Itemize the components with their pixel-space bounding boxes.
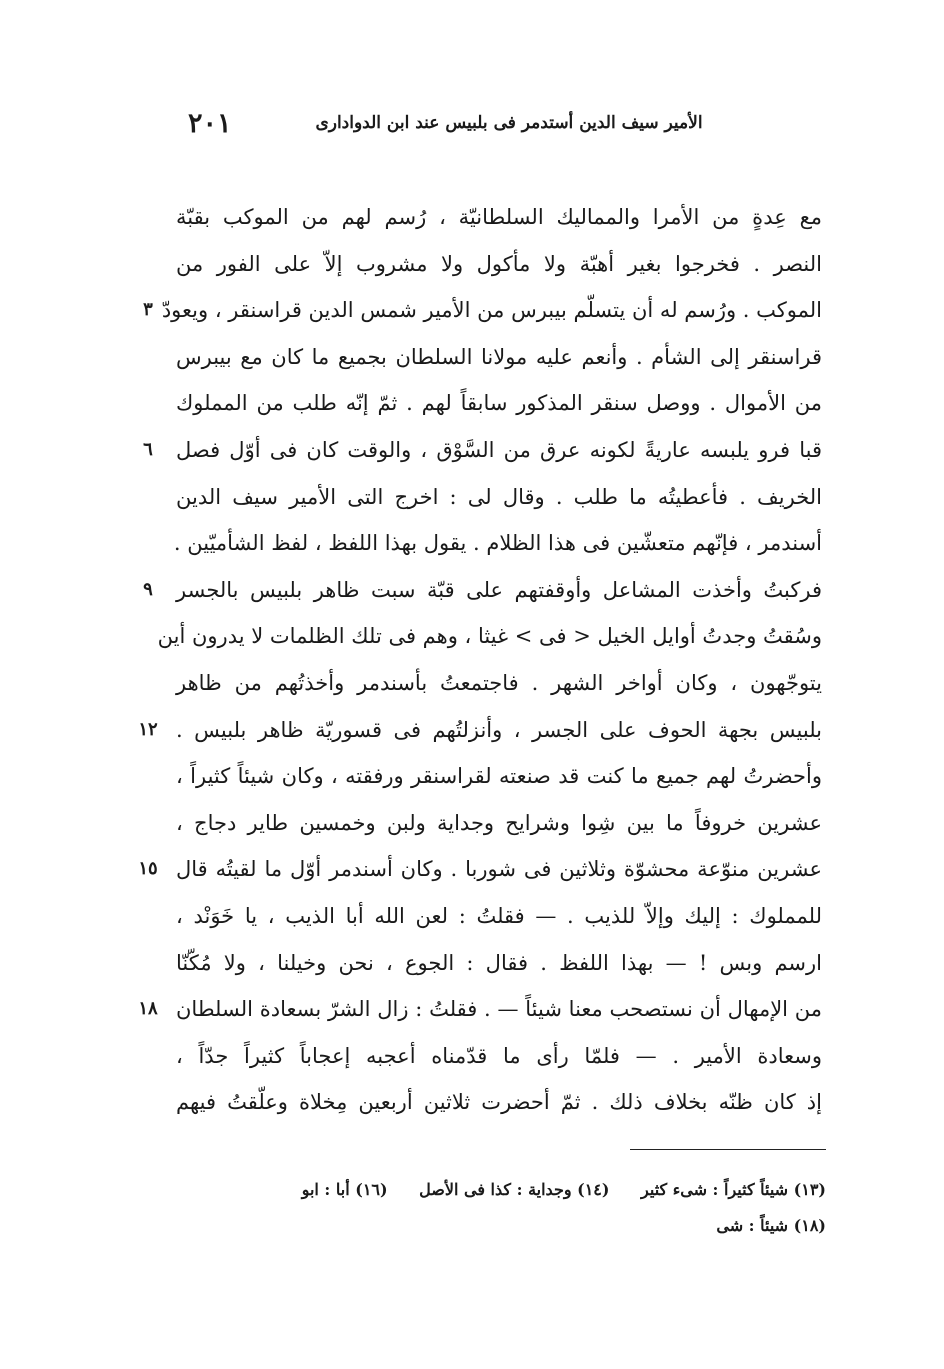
text-line: الموكب . ورُسم له أن يتسلّم بيبرس من الأمير شمس الدين قراسنقر ، ويعودّ bbox=[161, 298, 822, 323]
footnote-item: (١٣) شيئاً كثيراً : شىء كثير bbox=[641, 1180, 826, 1199]
text-line: مع عِدةٍ من الأمرا والمماليك السلطانيّة ، رُسم لهم من الموكب بقبّة bbox=[176, 205, 822, 229]
body-text bbox=[157, 194, 822, 1126]
line-number: ١٢ bbox=[138, 718, 158, 740]
text-line: وأحضرتُ لهم جميع ما كنت قد صنعته لقراسنقر ورفقته ، وكان شيئاً كثيراً ، bbox=[176, 764, 822, 789]
text-line: للمملوك : إليك وإلاّ للذيب . — فقلتُ : لعن الله أبا الذيب ، يا خَوَنْد ، bbox=[176, 903, 822, 928]
text-line: الخريف . فأعطيتُه ما طلب . وقال لى : اخرج التى الأمير سيف الدين bbox=[176, 484, 822, 509]
text-line: عشرين خروفاً ما بين شِوا وشرايح وجداية ولبن وخمسين طاير دجاج ، bbox=[176, 810, 822, 835]
line-number: ٣ bbox=[143, 299, 153, 321]
text-line: ارسم وبس ! — بهذا اللفظ . فقال : الجوع ، نحن وخيلنا ، ولا مُكّنّا bbox=[176, 950, 822, 975]
line-number: ٦ bbox=[143, 439, 153, 460]
page-number: ٢٠١ bbox=[188, 108, 232, 139]
text-line: النصر . فخرجوا بغير أهبّة ولا مأكول ولا مشروب إلاّ على الفور من bbox=[176, 251, 822, 276]
footnote-divider bbox=[630, 1149, 826, 1150]
text-line: فركبتُ وأخذت المشاعل وأوقفتهم على قبّة سبت ظاهر بلبيس بالجسر bbox=[176, 577, 822, 602]
text-line: إذ كان ظنّه بخلاف ذلك . ثمّ أحضرت ثلاثين أربعين مِخلاة وعلّقتُ فيهم bbox=[176, 1090, 822, 1115]
text-line: بلبيس بجهة الحوف على الجسر ، وأنزلتُهم فى قسوريّة ظاهر بلبيس . bbox=[176, 717, 822, 742]
text-line: أسندمر ، فإنّهم متعشّين فى هذا الظلام . يقول بهذا اللفظ ، لفظ الشأميّين . bbox=[173, 531, 822, 556]
text-line: يتوجّهون ، وكان أواخر الشهر . فاجتمعتُ بأسندمر وأخذتُهم من ظاهر bbox=[176, 670, 822, 695]
footnote-line bbox=[190, 1172, 826, 1208]
text-line: عشرين منوّعة محشوّة وثلاثين فى شوربا . وكان أسندمر أوّل ما لقيتُه قال bbox=[176, 857, 822, 882]
text-line: من الإمهال أن نستصحب معنا شيئاً — . فقلتُ : زال الشرّ بسعادة السلطان bbox=[176, 997, 822, 1022]
line-number: ١٨ bbox=[138, 998, 158, 1020]
footnote-item: (١٦) أبا : ابو bbox=[301, 1180, 388, 1199]
running-head: الأمير سيف الدين أستدمر فى بلبيس عند ابن الدوادارى bbox=[315, 113, 703, 133]
text-line: قبا فرو يلبسه عاريةً لكونه عرق من السَّوْق ، والوقت كان فى أوّل فصل bbox=[176, 437, 822, 462]
text-line: قراسنقر إلى الشأم . وأنعم عليه مولانا السلطان بجميع ما كان مع بيبرس bbox=[176, 344, 822, 369]
footnote-item: (١٤) وجداية : كذا فى الأصل bbox=[419, 1180, 610, 1199]
text-line: وسُقتُ وجدتُ أوايل الخيل < فى > غيثا ، وهم فى تلك الظلمات لا يدرون أين bbox=[157, 624, 822, 649]
text-line: من الأموال . ووصل سنقر المذكور سابقاً لهم . ثمّ إنّه طلب من المملوك bbox=[176, 391, 822, 416]
footnote-item: (١٨) شيئاً : شى bbox=[716, 1216, 826, 1235]
line-number: ٩ bbox=[143, 578, 153, 600]
text-line: وسعادة الأمير . — فلمّا رأى ما قدّمناه أعجبه إعجاباً كثيراً جدّاً ، bbox=[176, 1043, 822, 1068]
footnote-line bbox=[190, 1208, 826, 1244]
line-number: ١٥ bbox=[138, 858, 158, 880]
footnotes bbox=[190, 1172, 826, 1244]
